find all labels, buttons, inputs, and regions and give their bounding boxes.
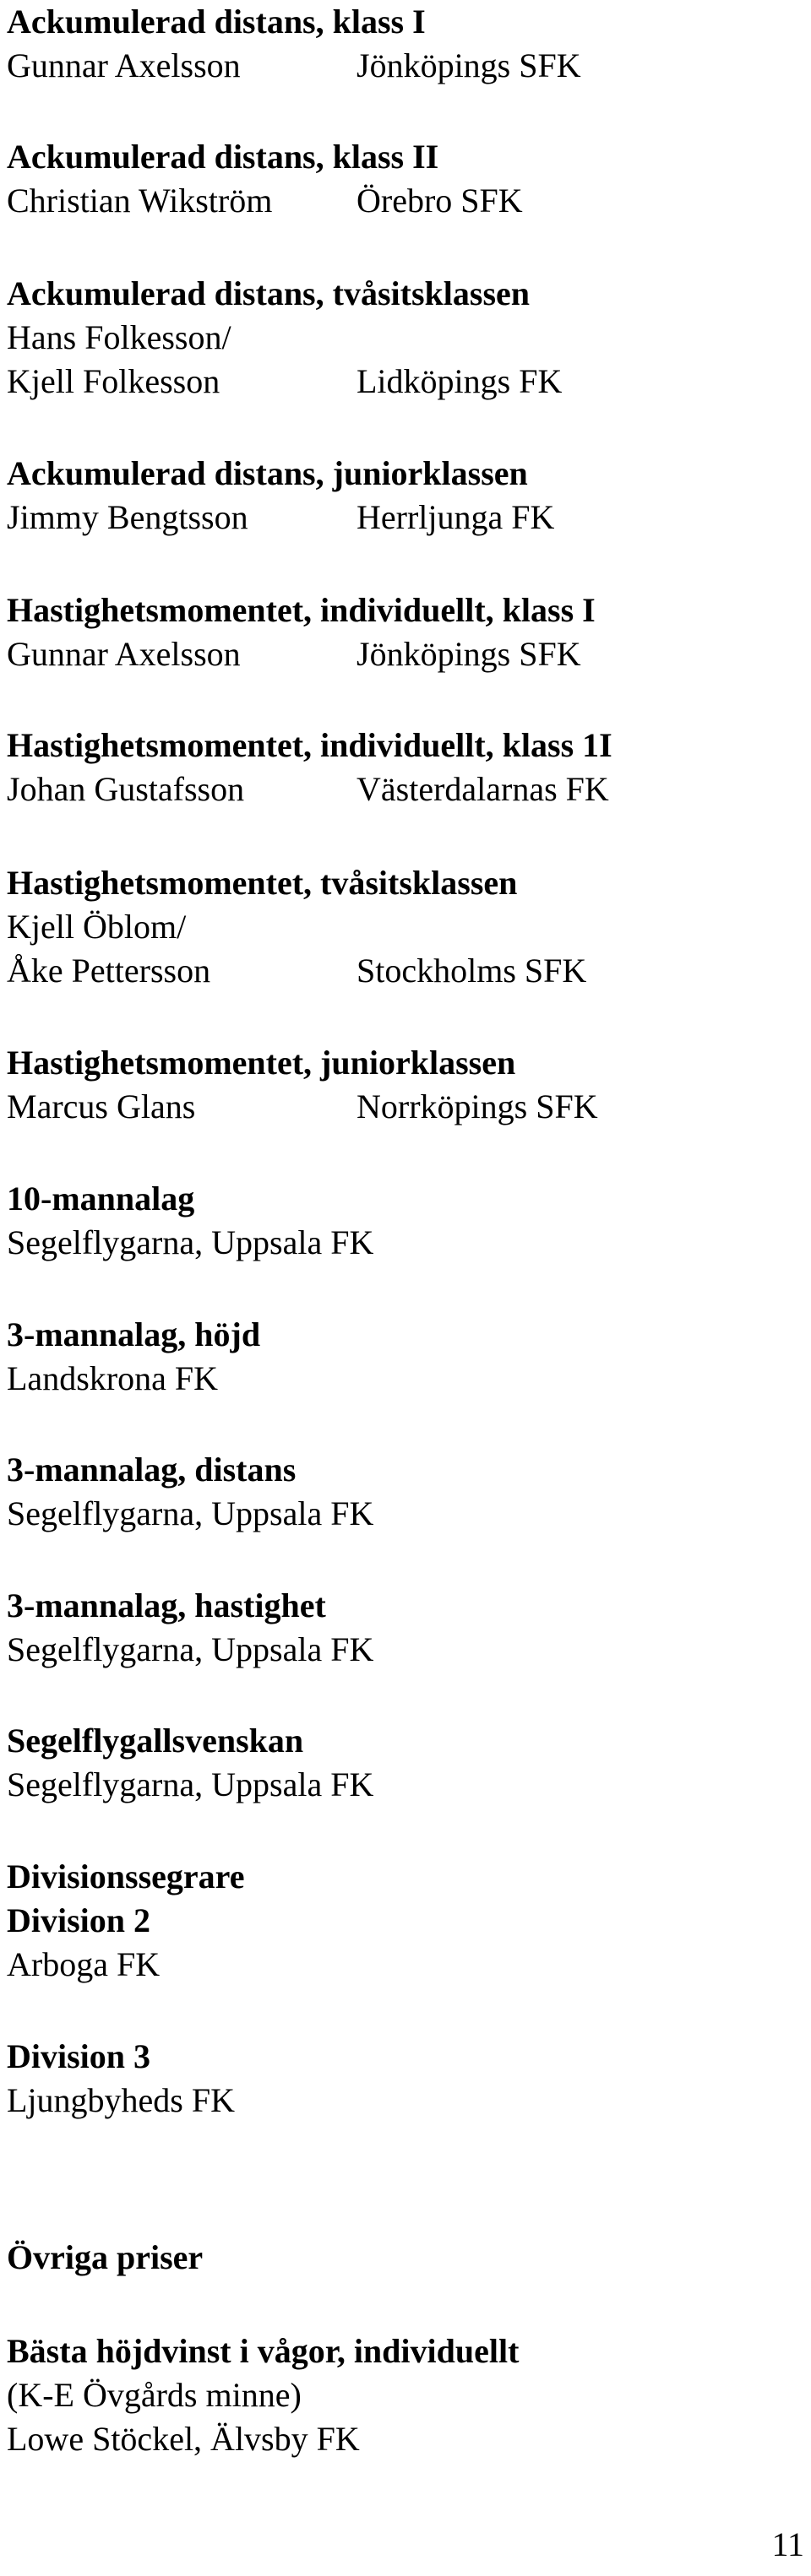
team-segelflygallsvenskan <box>7 1719 373 1807</box>
winner-club: Lidköpings FK <box>357 362 563 400</box>
winner-name: Kjell Folkesson <box>7 362 220 400</box>
award-title: Ackumulerad distans, klass I <box>7 3 426 41</box>
other-prizes-section <box>7 2236 203 2280</box>
team-3-mannalag-distans <box>7 1448 373 1536</box>
division-3-winner: Ljungbyheds FK <box>7 2081 235 2119</box>
winner-club: Herrljunga FK <box>357 498 555 536</box>
award-hast-ind-klass-1 <box>7 588 596 676</box>
winner-club: Stockholms SFK <box>357 952 587 990</box>
winner-row <box>7 1085 598 1129</box>
team-winner: Segelflygarna, Uppsala FK <box>7 1765 374 1803</box>
award-title: Hastighetsmomentet, tvåsitsklassen <box>7 864 518 902</box>
winner-club: Jönköpings SFK <box>357 635 581 673</box>
winner-name: Gunnar Axelsson <box>7 46 241 84</box>
team-title: 3-mannalag, distans <box>7 1451 297 1489</box>
award-hast-ind-klass-2 <box>7 724 612 811</box>
award-title: Hastighetsmomentet, juniorklassen <box>7 1044 516 1082</box>
winner-club: Jönköpings SFK <box>357 46 581 84</box>
prize-winner: Lowe Stöckel, Älvsby FK <box>7 2420 360 2458</box>
winner-name: Marcus Glans <box>7 1087 196 1125</box>
award-hast-tvasits <box>7 861 586 993</box>
division-2-winner: Arboga FK <box>7 1945 161 1983</box>
winner-name: Johan Gustafsson <box>7 770 245 808</box>
division-3-title: Division 3 <box>7 2037 151 2075</box>
team-winner: Segelflygarna, Uppsala FK <box>7 1223 374 1261</box>
winner-club: Norrköpings SFK <box>357 1087 598 1125</box>
divisions-section <box>7 1855 244 1987</box>
division-3-section <box>7 2035 235 2123</box>
winner-row <box>7 44 581 88</box>
award-title: Ackumulerad distans, klass II <box>7 138 439 176</box>
prize-wave-altitude <box>7 2329 519 2461</box>
team-3-mannalag-hojd <box>7 1313 260 1401</box>
award-title: Hastighetsmomentet, individuellt, klass I <box>7 591 596 629</box>
winner-club: Örebro SFK <box>357 182 523 220</box>
winner-name: Jimmy Bengtsson <box>7 498 248 536</box>
winner-name: Åke Pettersson <box>7 952 211 990</box>
winner-line: Hans Folkesson/ <box>7 318 231 356</box>
winner-club: Västerdalarnas FK <box>357 770 609 808</box>
winner-line: Kjell Öblom/ <box>7 908 187 946</box>
winner-row <box>7 632 596 676</box>
division-2-title: Division 2 <box>7 1901 151 1939</box>
team-title: 10-mannalag <box>7 1180 195 1217</box>
winner-row <box>7 949 586 993</box>
team-title: 3-mannalag, höjd <box>7 1315 261 1353</box>
winner-row <box>7 767 612 811</box>
award-acc-dist-tvasits <box>7 272 562 404</box>
winner-name: Gunnar Axelsson <box>7 635 241 673</box>
prize-subtitle: (K-E Övgårds minne) <box>7 2376 302 2414</box>
team-10-mannalag <box>7 1177 373 1265</box>
team-winner: Segelflygarna, Uppsala FK <box>7 1494 374 1532</box>
award-hast-junior <box>7 1041 598 1129</box>
award-acc-dist-junior <box>7 452 554 540</box>
award-title: Ackumulerad distans, juniorklassen <box>7 454 528 492</box>
winner-row <box>7 179 523 223</box>
divisions-title: Divisionssegrare <box>7 1857 245 1895</box>
winner-row <box>7 360 562 404</box>
prize-title: Bästa höjdvinst i vågor, individuellt <box>7 2332 520 2370</box>
award-title: Ackumulerad distans, tvåsitsklassen <box>7 274 531 312</box>
other-prizes-title: Övriga priser <box>7 2238 204 2276</box>
award-acc-dist-klass-2 <box>7 135 523 223</box>
winner-row <box>7 496 554 540</box>
team-title: Segelflygallsvenskan <box>7 1722 304 1760</box>
team-3-mannalag-hastighet <box>7 1584 373 1672</box>
team-winner: Landskrona FK <box>7 1359 218 1397</box>
page-number: 11 <box>771 2525 804 2563</box>
award-title: Hastighetsmomentet, individuellt, klass 1I <box>7 726 612 764</box>
team-title: 3-mannalag, hastighet <box>7 1586 326 1624</box>
winner-name: Christian Wikström <box>7 182 273 220</box>
award-acc-dist-klass-1 <box>7 0 581 88</box>
team-winner: Segelflygarna, Uppsala FK <box>7 1630 374 1668</box>
